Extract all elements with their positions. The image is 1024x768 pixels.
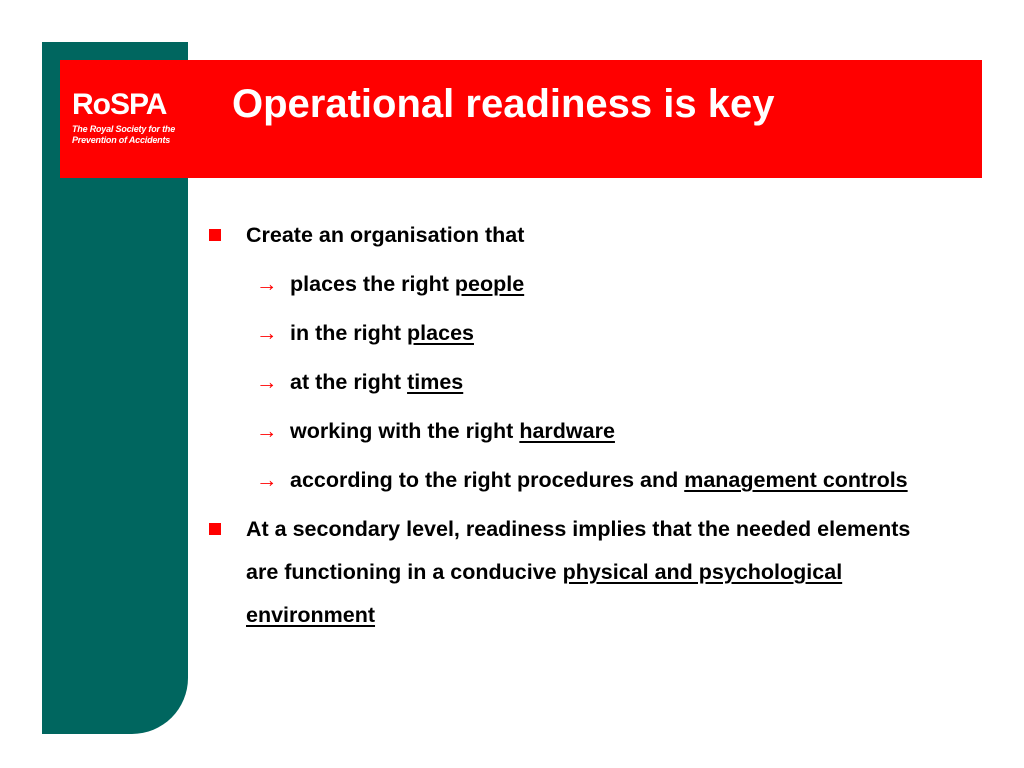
sub-bullet-item bbox=[206, 312, 946, 355]
sub-bullet-text: in the right bbox=[290, 321, 408, 345]
sub-bullet-text: at the right bbox=[290, 370, 408, 394]
arrow-right-icon: → bbox=[256, 370, 278, 394]
slide-title: Operational readiness is key bbox=[232, 82, 775, 126]
sub-bullet-emphasis: places bbox=[407, 321, 474, 345]
sub-bullet-emphasis: management controls bbox=[684, 468, 908, 492]
arrow-right-icon: → bbox=[256, 321, 278, 345]
sub-bullet-text: according to the right procedures and bbox=[290, 468, 685, 492]
bullet-item bbox=[206, 214, 946, 257]
logo-tagline-line1: The Royal Society for the bbox=[72, 124, 176, 134]
square-bullet-icon bbox=[209, 523, 221, 535]
rospa-logo bbox=[72, 90, 192, 146]
bullet-text: Create an organisation that bbox=[246, 223, 525, 247]
bullet-list bbox=[206, 214, 946, 637]
sub-bullet-emphasis: hardware bbox=[519, 419, 615, 443]
sub-bullet-item bbox=[206, 459, 946, 502]
sub-bullet-emphasis: people bbox=[454, 272, 525, 296]
bullet-text: At a secondary level, readiness implies that the needed elements are functioning in a conducive bbox=[246, 517, 911, 584]
logo-wordmark: RoSPA bbox=[72, 88, 167, 121]
sub-bullet-item bbox=[206, 361, 946, 404]
square-bullet-icon bbox=[209, 229, 221, 241]
bullet-item bbox=[206, 508, 946, 637]
sub-bullet-item bbox=[206, 263, 946, 306]
arrow-right-icon: → bbox=[256, 468, 278, 492]
bullet-emphasis: physical and psychological environment bbox=[246, 560, 843, 627]
arrow-right-icon: → bbox=[256, 419, 278, 443]
sub-bullet-text: working with the right bbox=[290, 419, 520, 443]
sub-bullet-list bbox=[206, 263, 946, 502]
sub-bullet-item bbox=[206, 410, 946, 453]
sub-bullet-emphasis: times bbox=[407, 370, 464, 394]
logo-tagline bbox=[72, 124, 192, 146]
logo-tagline-line2: Prevention of Accidents bbox=[72, 135, 171, 145]
sub-bullet-text: places the right bbox=[290, 272, 455, 296]
arrow-right-icon: → bbox=[256, 272, 278, 296]
